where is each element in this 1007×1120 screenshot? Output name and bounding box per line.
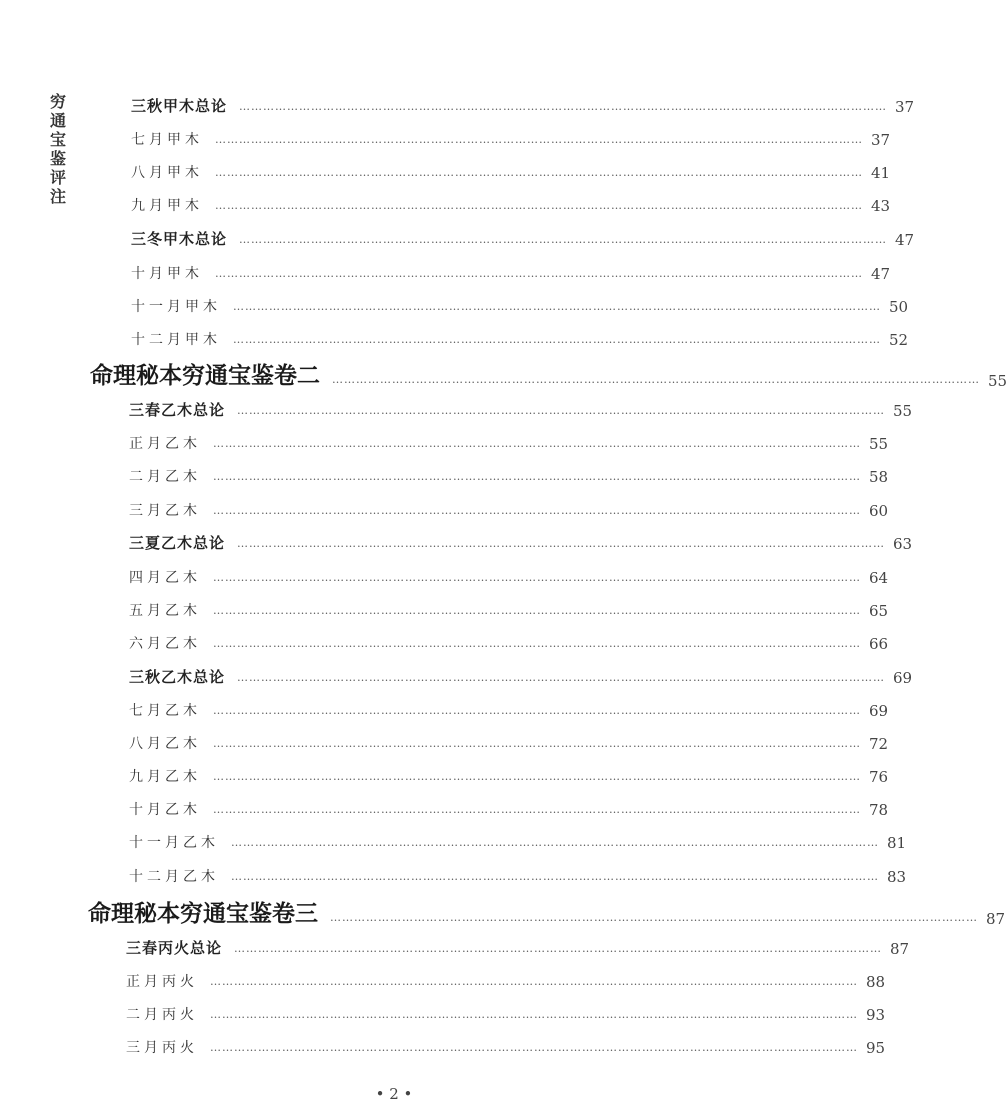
toc-entry-row	[129, 797, 889, 819]
toc-heading-row	[129, 531, 913, 553]
toc-label: 正月丙火	[126, 974, 198, 990]
toc-page-number: 52	[889, 331, 909, 349]
toc-label: 三秋乙木总论	[129, 668, 226, 686]
toc-page-number: 78	[869, 801, 889, 819]
dot-leader: ………………………………………………………………………………………………………………………………………………	[332, 373, 980, 386]
toc-entry-row	[129, 764, 889, 786]
toc-volume-row	[90, 360, 1007, 390]
toc-page-number: 55	[893, 402, 913, 420]
dot-leader: ………………………………………………………………………………………………………………………………………………	[237, 404, 886, 417]
toc-label: 二月乙木	[129, 469, 201, 485]
toc-heading-row	[129, 665, 913, 687]
toc-label: 五月乙木	[129, 603, 201, 619]
toc-page-number: 43	[871, 197, 891, 215]
toc-page-number: 93	[866, 1006, 886, 1024]
dot-leader: ………………………………………………………………………………………………………………………………………………	[213, 803, 861, 816]
toc-page-number: 37	[871, 131, 891, 149]
dot-leader: ………………………………………………………………………………………………………………………………………………	[213, 637, 861, 650]
toc-page-number: 83	[887, 868, 907, 886]
toc-label: 三月乙木	[129, 503, 201, 519]
toc-entry-row	[129, 731, 889, 753]
toc-page-number: 41	[871, 164, 891, 182]
toc-page-number: 55	[988, 372, 1007, 390]
toc-heading-row	[131, 227, 915, 249]
toc-entry-row	[129, 598, 889, 620]
toc-page-number: 87	[890, 940, 910, 958]
toc-page-number: 88	[866, 973, 886, 991]
dot-leader: ………………………………………………………………………………………………………………………………………………	[239, 100, 888, 113]
dot-leader: ………………………………………………………………………………………………………………………………………………	[210, 1008, 858, 1021]
dot-leader: ………………………………………………………………………………………………………………………………………………	[210, 975, 858, 988]
toc-label: 命理秘本穷通宝鉴卷二	[90, 362, 320, 389]
dot-leader: ………………………………………………………………………………………………………………………………………………	[231, 870, 879, 883]
dot-leader: ………………………………………………………………………………………………………………………………………………	[213, 571, 861, 584]
dot-leader: ………………………………………………………………………………………………………………………………………………	[233, 300, 881, 313]
toc-entry-row	[129, 698, 889, 720]
toc-entry-row	[131, 127, 891, 149]
toc-label: 二月丙火	[126, 1007, 198, 1023]
dot-leader: ………………………………………………………………………………………………………………………………………………	[237, 537, 886, 550]
toc-entry-row	[129, 565, 889, 587]
dot-leader: ………………………………………………………………………………………………………………………………………………	[215, 166, 863, 179]
toc-label: 六月乙木	[129, 636, 201, 652]
dot-leader: ………………………………………………………………………………………………………………………………………………	[213, 504, 861, 517]
toc-label: 三春丙火总论	[126, 939, 223, 957]
toc-page-number: 47	[871, 265, 891, 283]
toc-label: 十二月乙木	[129, 869, 219, 885]
toc-label: 正月乙木	[129, 436, 201, 452]
toc-label: 三春乙木总论	[129, 401, 226, 419]
toc-label: 九月甲木	[131, 198, 203, 214]
toc-page-number: 66	[869, 635, 889, 653]
toc-entry-row	[126, 1002, 886, 1024]
toc-entry-row	[131, 261, 891, 283]
running-head-vertical: 穷通宝鉴评注	[49, 92, 66, 206]
toc-entry-row	[129, 498, 889, 520]
toc-page-number: 63	[893, 535, 913, 553]
toc-heading-row	[129, 398, 913, 420]
dot-leader: ………………………………………………………………………………………………………………………………………………	[213, 704, 861, 717]
dot-leader: ………………………………………………………………………………………………………………………………………………	[215, 267, 863, 280]
toc-label: 三冬甲木总论	[131, 230, 228, 248]
toc-label: 七月甲木	[131, 132, 203, 148]
toc-heading-row	[126, 936, 910, 958]
toc-page-number: 47	[895, 231, 915, 249]
dot-leader: ………………………………………………………………………………………………………………………………………………	[213, 737, 861, 750]
toc-entry-row	[131, 327, 909, 349]
toc-entry-row	[131, 193, 891, 215]
toc-page-number: 55	[869, 435, 889, 453]
toc-page-number: 50	[889, 298, 909, 316]
dot-leader: ………………………………………………………………………………………………………………………………………………	[213, 770, 861, 783]
toc-entry-row	[126, 969, 886, 991]
dot-leader: ………………………………………………………………………………………………………………………………………………	[330, 911, 978, 924]
toc-page-number: 81	[887, 834, 907, 852]
toc-label: 十二月甲木	[131, 332, 221, 348]
toc-page-number: 58	[869, 468, 889, 486]
toc-page-number: 69	[869, 702, 889, 720]
dot-leader: ………………………………………………………………………………………………………………………………………………	[233, 333, 881, 346]
dot-leader: ………………………………………………………………………………………………………………………………………………	[234, 942, 883, 955]
toc-label: 三月丙火	[126, 1040, 198, 1056]
toc-label: 八月甲木	[131, 165, 203, 181]
toc-page-number: 72	[869, 735, 889, 753]
toc-entry-row	[131, 294, 909, 316]
dot-leader: ………………………………………………………………………………………………………………………………………………	[213, 470, 861, 483]
page-number: • 2 •	[375, 1085, 413, 1103]
toc-label: 命理秘本穷通宝鉴卷三	[88, 900, 318, 927]
toc-label: 四月乙木	[129, 570, 201, 586]
toc-entry-row	[129, 464, 889, 486]
dot-leader: ………………………………………………………………………………………………………………………………………………	[210, 1041, 858, 1054]
toc-page-number: 95	[866, 1039, 886, 1057]
dot-leader: ………………………………………………………………………………………………………………………………………………	[239, 233, 888, 246]
toc-entry-row	[129, 431, 889, 453]
toc-label: 九月乙木	[129, 769, 201, 785]
toc-page-number: 76	[869, 768, 889, 786]
toc-page-number: 69	[893, 669, 913, 687]
toc-entry-row	[126, 1035, 886, 1057]
toc-entry-row	[129, 864, 907, 886]
toc-entry-row	[131, 160, 891, 182]
toc-label: 十一月乙木	[129, 835, 219, 851]
toc-page-number: 64	[869, 569, 889, 587]
toc-page-number: 87	[986, 910, 1006, 928]
toc-page-number: 60	[869, 502, 889, 520]
toc-label: 十月乙木	[129, 802, 201, 818]
toc-page-number: 37	[895, 98, 915, 116]
dot-leader: ………………………………………………………………………………………………………………………………………………	[237, 671, 886, 684]
dot-leader: ………………………………………………………………………………………………………………………………………………	[231, 836, 879, 849]
dot-leader: ………………………………………………………………………………………………………………………………………………	[213, 437, 861, 450]
dot-leader: ………………………………………………………………………………………………………………………………………………	[215, 199, 863, 212]
dot-leader: ………………………………………………………………………………………………………………………………………………	[213, 604, 861, 617]
toc-entry-row	[129, 631, 889, 653]
toc-label: 八月乙木	[129, 736, 201, 752]
dot-leader: ………………………………………………………………………………………………………………………………………………	[215, 133, 863, 146]
toc-label: 三秋甲木总论	[131, 97, 228, 115]
toc-volume-row	[88, 898, 1006, 928]
toc-heading-row	[131, 94, 915, 116]
toc-label: 三夏乙木总论	[129, 534, 226, 552]
toc-label: 七月乙木	[129, 703, 201, 719]
toc-label: 十月甲木	[131, 266, 203, 282]
toc-page-number: 65	[869, 602, 889, 620]
toc-entry-row	[129, 830, 907, 852]
toc-label: 十一月甲木	[131, 299, 221, 315]
